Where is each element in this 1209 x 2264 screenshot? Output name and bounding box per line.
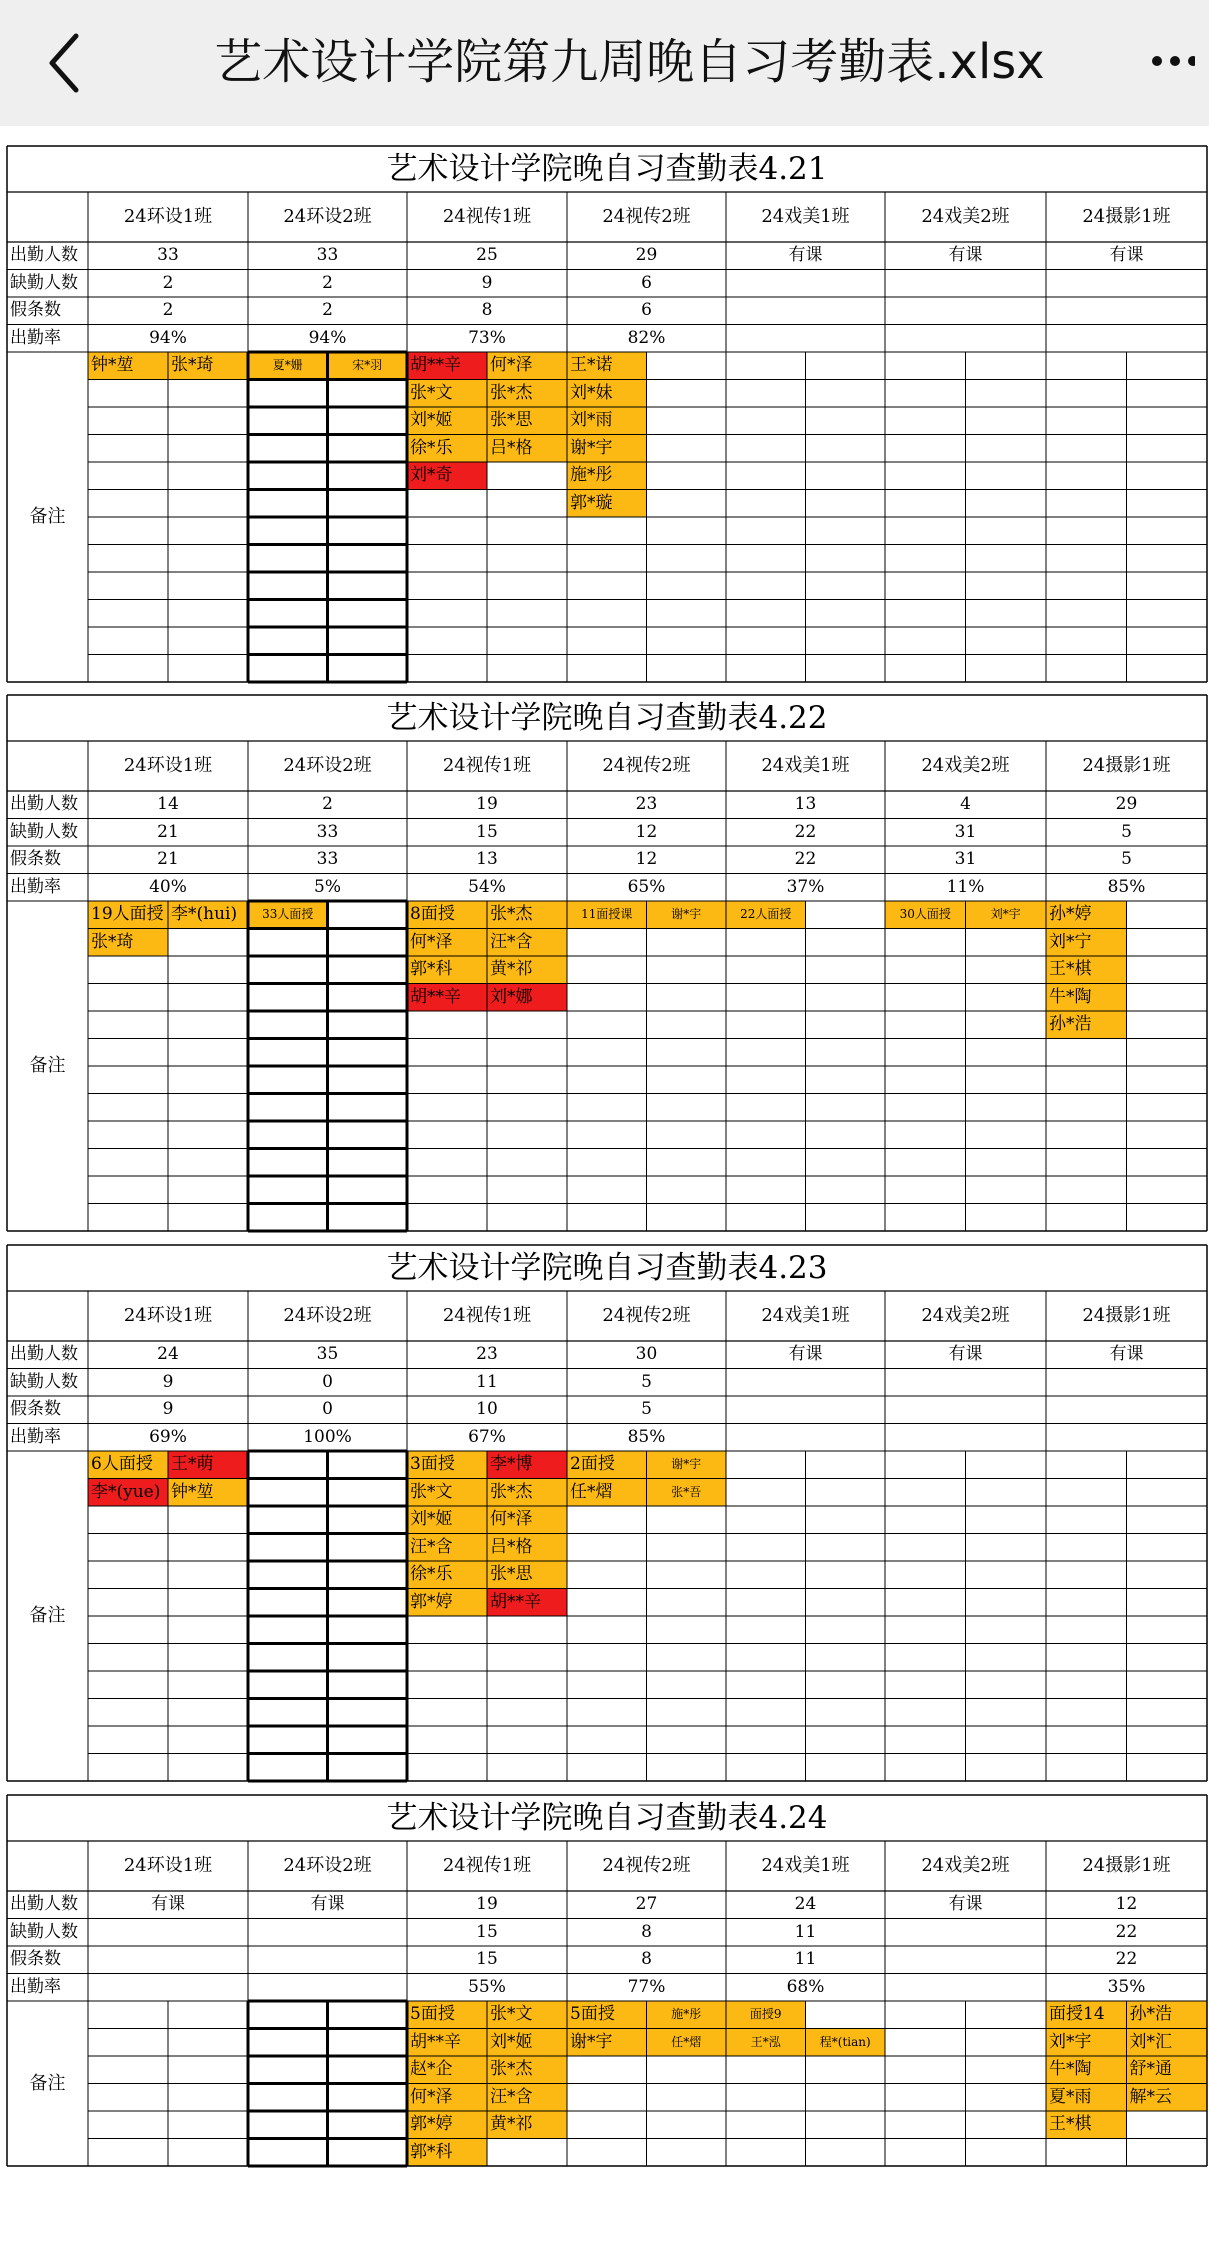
- note-text: 3面授: [410, 1454, 455, 1474]
- note-text: 郭*婷: [410, 1591, 453, 1612]
- cell-leave: 2: [162, 300, 174, 320]
- cell-rate: [88, 1974, 248, 2002]
- note-text: 胡**辛: [410, 986, 461, 1007]
- cell-rate: 67%: [468, 1426, 506, 1447]
- class-header: 24视传2班: [602, 755, 691, 776]
- note-text: 刘*宇: [990, 907, 1021, 921]
- note-text: 夏*姗: [272, 358, 303, 372]
- cell-attendance: 有课: [310, 1894, 345, 1914]
- note-text: 刘*姬: [410, 1509, 453, 1529]
- note-text: 李*博: [490, 1454, 533, 1474]
- cell-attendance: 有课: [1109, 245, 1144, 265]
- cell-absent: 8: [641, 1921, 652, 1942]
- cell-absent: 6: [641, 272, 652, 293]
- note-text: 张*吾: [671, 1484, 702, 1499]
- note-text: 孙*浩: [1129, 2004, 1172, 2024]
- app-header: [0, 0, 1209, 126]
- cell-attendance: 4: [960, 794, 971, 814]
- cell-rate: [726, 1424, 885, 1452]
- cell-rate: 94%: [308, 327, 347, 348]
- cell-absent: 11: [794, 1921, 817, 1942]
- row-label: 出勤率: [10, 327, 61, 348]
- class-header: 24戏美1班: [761, 1855, 850, 1876]
- note-text: 19人面授: [91, 904, 164, 924]
- class-header: 24环设2班: [283, 1855, 372, 1876]
- note-text: 张*琦: [91, 931, 134, 952]
- row-label: 缺勤人数: [10, 821, 78, 842]
- cell-leave: 0: [322, 1399, 333, 1419]
- cell-leave: 15: [476, 1949, 498, 1969]
- note-text: 郭*科: [410, 2141, 453, 2162]
- cell-attendance: 有课: [788, 245, 823, 265]
- note-text: 张*杰: [490, 382, 533, 403]
- note-text: 施*彤: [671, 2007, 702, 2021]
- class-header: 24环设2班: [283, 755, 372, 776]
- note-text: 刘*妹: [570, 382, 613, 403]
- cell-rate: 100%: [303, 1426, 352, 1447]
- cell-rate: 77%: [627, 1976, 666, 1997]
- cell-rate: 37%: [786, 876, 825, 897]
- cell-rate: [726, 325, 885, 353]
- cell-absent: 22: [794, 821, 817, 842]
- cell-absent: 2: [322, 272, 333, 293]
- cell-rate: [1046, 1424, 1207, 1452]
- note-text: 何*泽: [490, 1509, 533, 1529]
- cell-absent: [1046, 1369, 1207, 1397]
- cell-leave: 13: [476, 849, 498, 869]
- note-text: 宋*羽: [352, 358, 383, 372]
- note-text: 刘*娜: [490, 986, 533, 1007]
- cell-absent: [88, 1919, 248, 1947]
- cell-attendance: 13: [794, 794, 817, 814]
- class-header: 24戏美2班: [921, 755, 1010, 776]
- note-text: 张*文: [410, 382, 453, 403]
- note-text: 施*彤: [570, 465, 613, 485]
- cell-leave: [885, 1396, 1046, 1424]
- cell-leave: [248, 1946, 407, 1974]
- note-text: 李*(hui): [171, 904, 238, 924]
- notes-label: 备注: [29, 2073, 66, 2094]
- cell-rate: 5%: [314, 876, 341, 897]
- cell-absent: [885, 1369, 1046, 1397]
- row-label: 出勤人数: [10, 1894, 78, 1914]
- cell-rate: 73%: [468, 327, 506, 348]
- class-header: 24摄影1班: [1082, 1305, 1171, 1326]
- note-text: 黄*祁: [490, 959, 533, 979]
- class-header: 24视传2班: [602, 1305, 691, 1326]
- note-text: 谢*宇: [671, 907, 702, 921]
- cell-attendance: 12: [1115, 1894, 1138, 1914]
- cell-leave: 8: [481, 300, 493, 320]
- cell-attendance: 24: [794, 1894, 817, 1914]
- more-button[interactable]: [1149, 38, 1195, 84]
- cell-rate: 85%: [1107, 876, 1146, 897]
- note-text: 徐*乐: [410, 437, 453, 458]
- class-header: 24环设1班: [123, 755, 213, 776]
- cell-attendance: 33: [316, 245, 339, 265]
- note-text: 王*萌: [171, 1454, 214, 1474]
- note-text: 张*杰: [490, 1481, 533, 1502]
- note-text: 任*熠: [570, 1481, 613, 1502]
- note-text: 郭*科: [410, 959, 453, 979]
- note-text: 王*泓: [750, 2034, 781, 2049]
- cell-rate: 94%: [149, 327, 187, 348]
- notes-label: 备注: [29, 1055, 66, 1076]
- cell-absent: [248, 1919, 407, 1947]
- cell-attendance: 30: [635, 1344, 658, 1364]
- note-text: 何*泽: [410, 2086, 453, 2107]
- cell-attendance: 23: [635, 794, 658, 814]
- cell-leave: 6: [641, 300, 652, 320]
- cell-rate: 55%: [468, 1976, 506, 1997]
- note-text: 谢*宇: [570, 437, 613, 458]
- note-text: 钟*堃: [91, 355, 134, 375]
- note-text: 胡**辛: [490, 1591, 541, 1612]
- cell-attendance: 24: [157, 1344, 179, 1364]
- cell-absent: 15: [476, 821, 498, 842]
- note-text: 舒*通: [1129, 2059, 1172, 2079]
- cell-attendance: 19: [476, 1894, 498, 1914]
- note-text: 张*思: [490, 1564, 533, 1584]
- class-header: 24视传1班: [442, 755, 532, 776]
- note-text: 牛*陶: [1049, 2059, 1092, 2079]
- note-text: 刘*雨: [570, 410, 613, 430]
- cell-leave: 22: [1115, 1949, 1138, 1969]
- note-text: 谢*宇: [570, 2031, 613, 2052]
- cell-leave: [726, 297, 885, 325]
- note-text: 赵*企: [410, 2059, 453, 2079]
- class-header: 24环设2班: [283, 206, 372, 227]
- back-button[interactable]: [40, 28, 90, 98]
- cell-attendance: 35: [316, 1344, 339, 1364]
- cell-rate: 68%: [786, 1976, 825, 1997]
- cell-rate: 40%: [149, 876, 187, 897]
- cell-absent: [726, 270, 885, 298]
- class-header: 24摄影1班: [1082, 206, 1171, 227]
- note-text: 张*杰: [490, 2059, 533, 2079]
- cell-rate: [885, 1974, 1046, 2002]
- class-header: 24环设1班: [123, 1305, 213, 1326]
- note-text: 8面授: [410, 904, 455, 924]
- cell-absent: 5: [1121, 821, 1132, 842]
- note-text: 徐*乐: [410, 1564, 453, 1584]
- row-label: 假条数: [10, 1949, 61, 1969]
- cell-leave: 2: [322, 300, 333, 320]
- cell-rate: 69%: [149, 1426, 187, 1447]
- note-text: 钟*堃: [171, 1481, 214, 1502]
- row-label: 缺勤人数: [10, 1921, 78, 1942]
- row-label: 假条数: [10, 300, 61, 320]
- cell-attendance: 25: [476, 245, 498, 265]
- row-label: 出勤率: [10, 876, 61, 897]
- notes-label: 备注: [29, 1605, 66, 1626]
- note-text: 张*文: [490, 2004, 533, 2024]
- cell-leave: [885, 1946, 1046, 1974]
- class-header: 24戏美2班: [921, 1305, 1010, 1326]
- class-header: 24戏美2班: [921, 1855, 1010, 1876]
- cell-attendance: 29: [1115, 794, 1138, 814]
- class-header: 24环设1班: [123, 206, 213, 227]
- sheet-title: 艺术设计学院晚自习查勤表4.21: [386, 151, 828, 187]
- cell-absent: 33: [316, 821, 339, 842]
- cell-rate: 35%: [1107, 1976, 1146, 1997]
- note-text: 刘*姬: [410, 410, 453, 430]
- cell-leave: [1046, 297, 1207, 325]
- note-text: 汪*含: [490, 2086, 533, 2107]
- cell-absent: [885, 1919, 1046, 1947]
- note-text: 胡**辛: [410, 2031, 461, 2052]
- cell-leave: 33: [316, 849, 339, 869]
- class-header: 24环设1班: [123, 1855, 213, 1876]
- cell-attendance: 有课: [788, 1344, 823, 1364]
- note-text: 孙*婷: [1049, 904, 1092, 924]
- row-label: 假条数: [10, 1399, 61, 1419]
- note-text: 何*泽: [490, 355, 533, 375]
- cell-leave: 10: [476, 1399, 498, 1419]
- cell-leave: 11: [794, 1949, 817, 1969]
- cell-attendance: 有课: [948, 1344, 983, 1364]
- row-label: 缺勤人数: [10, 272, 78, 293]
- cell-attendance: 有课: [948, 245, 983, 265]
- note-text: 面授14: [1049, 2004, 1105, 2024]
- cell-absent: 15: [476, 1921, 498, 1942]
- note-text: 22人面授: [740, 907, 792, 921]
- spreadsheet-view[interactable]: [0, 126, 1209, 2264]
- note-text: 刘*宁: [1049, 931, 1092, 952]
- note-text: 刘*宇: [1049, 2031, 1092, 2052]
- cell-leave: [88, 1946, 248, 1974]
- note-text: 程*(tian): [819, 2034, 871, 2049]
- cell-leave: 9: [162, 1399, 174, 1419]
- more-dots-icon: [1149, 38, 1195, 84]
- cell-leave: [885, 297, 1046, 325]
- row-label: 出勤人数: [10, 794, 78, 814]
- cell-leave: 12: [635, 849, 658, 869]
- sheet-title: 艺术设计学院晚自习查勤表4.24: [386, 1800, 828, 1836]
- note-text: 郭*婷: [410, 2114, 453, 2134]
- class-header: 24戏美1班: [761, 755, 850, 776]
- cell-leave: 5: [1121, 849, 1132, 869]
- cell-attendance: 33: [157, 245, 179, 265]
- class-header: 24环设2班: [283, 1305, 372, 1326]
- chevron-left-icon: [40, 28, 90, 98]
- notes-label: 备注: [29, 506, 66, 527]
- class-header: 24摄影1班: [1082, 755, 1171, 776]
- cell-absent: [726, 1369, 885, 1397]
- cell-attendance: 14: [157, 794, 179, 814]
- cell-leave: 5: [641, 1399, 652, 1419]
- note-text: 黄*祁: [490, 2114, 533, 2134]
- note-text: 王*棋: [1049, 2114, 1092, 2134]
- cell-rate: 85%: [627, 1426, 666, 1447]
- note-text: 30人面授: [899, 907, 951, 921]
- row-label: 出勤人数: [10, 245, 78, 265]
- note-text: 汪*含: [490, 931, 533, 952]
- cell-rate: 82%: [627, 327, 666, 348]
- cell-attendance: 2: [322, 794, 333, 814]
- note-text: 郭*璇: [570, 492, 613, 513]
- note-text: 夏*雨: [1049, 2086, 1092, 2107]
- note-text: 张*杰: [490, 904, 533, 924]
- note-text: 何*泽: [410, 931, 453, 952]
- note-text: 王*棋: [1049, 959, 1092, 979]
- sheet-title: 艺术设计学院晚自习查勤表4.23: [386, 1250, 828, 1286]
- cell-attendance: 29: [635, 245, 658, 265]
- class-header: 24视传2班: [602, 206, 691, 227]
- sheet-title: 艺术设计学院晚自习查勤表4.22: [386, 700, 828, 736]
- cell-leave: 22: [794, 849, 817, 869]
- class-header: 24戏美1班: [761, 1305, 850, 1326]
- note-text: 2面授: [570, 1454, 615, 1474]
- note-text: 刘*奇: [410, 465, 453, 485]
- note-text: 吕*格: [490, 1536, 533, 1557]
- note-text: 6人面授: [91, 1454, 153, 1474]
- note-text: 张*文: [410, 1481, 453, 1502]
- cell-leave: 8: [641, 1949, 652, 1969]
- note-text: 汪*含: [410, 1536, 453, 1557]
- cell-absent: 11: [476, 1371, 498, 1392]
- cell-leave: [1046, 1396, 1207, 1424]
- class-header: 24戏美2班: [921, 206, 1010, 227]
- cell-rate: [248, 1974, 407, 2002]
- class-header: 24视传1班: [442, 206, 532, 227]
- row-label: 出勤率: [10, 1426, 61, 1447]
- note-text: 刘*汇: [1129, 2031, 1172, 2052]
- note-text: 刘*姬: [490, 2031, 533, 2052]
- class-header: 24摄影1班: [1082, 1855, 1171, 1876]
- cell-leave: 21: [157, 849, 179, 869]
- cell-absent: 2: [162, 272, 174, 293]
- cell-rate: [885, 1424, 1046, 1452]
- cell-leave: 31: [954, 849, 977, 869]
- cell-attendance: 27: [635, 1894, 658, 1914]
- cell-rate: 54%: [468, 876, 506, 897]
- class-header: 24视传1班: [442, 1305, 532, 1326]
- cell-attendance: 有课: [151, 1894, 185, 1914]
- cell-attendance: 有课: [1109, 1344, 1144, 1364]
- cell-absent: 21: [157, 821, 179, 842]
- row-label: 缺勤人数: [10, 1371, 78, 1392]
- note-text: 任*熠: [671, 2034, 702, 2049]
- note-text: 张*琦: [171, 355, 214, 375]
- note-text: 胡**辛: [410, 355, 461, 375]
- note-text: 李*(yue): [91, 1481, 161, 1502]
- cell-absent: 0: [322, 1371, 333, 1392]
- cell-absent: 31: [954, 821, 977, 842]
- cell-attendance: 19: [476, 794, 498, 814]
- class-header: 24视传1班: [442, 1855, 532, 1876]
- cell-absent: 12: [635, 821, 658, 842]
- note-text: 5面授: [410, 2004, 455, 2024]
- note-text: 谢*宇: [671, 1457, 702, 1471]
- cell-absent: 9: [162, 1371, 174, 1392]
- row-label: 出勤人数: [10, 1344, 78, 1364]
- note-text: 吕*格: [490, 437, 533, 458]
- cell-rate: [1046, 325, 1207, 353]
- cell-rate: [885, 325, 1046, 353]
- note-text: 33人面授: [262, 907, 314, 921]
- note-text: 张*思: [490, 410, 533, 430]
- cell-absent: 5: [641, 1371, 652, 1392]
- cell-absent: 9: [481, 272, 493, 293]
- note-text: 牛*陶: [1049, 986, 1092, 1007]
- class-header: 24戏美1班: [761, 206, 850, 227]
- note-text: 11面授课: [581, 907, 633, 921]
- note-text: 孙*浩: [1049, 1014, 1092, 1034]
- cell-leave: [726, 1396, 885, 1424]
- cell-attendance: 23: [476, 1344, 498, 1364]
- cell-attendance: 有课: [948, 1894, 983, 1914]
- note-text: 5面授: [570, 2004, 615, 2024]
- cell-absent: [1046, 270, 1207, 298]
- row-label: 假条数: [10, 849, 61, 869]
- file-title: 艺术设计学院第九周晚自习考勤表.xlsx: [214, 34, 1045, 90]
- cell-rate: 65%: [627, 876, 666, 897]
- note-text: 面授9: [749, 2007, 782, 2021]
- note-text: 解*云: [1129, 2086, 1172, 2107]
- note-text: 王*诺: [570, 355, 613, 375]
- cell-absent: [885, 270, 1046, 298]
- cell-absent: 22: [1115, 1921, 1138, 1942]
- class-header: 24视传2班: [602, 1855, 691, 1876]
- row-label: 出勤率: [10, 1976, 61, 1997]
- cell-rate: 11%: [946, 876, 985, 897]
